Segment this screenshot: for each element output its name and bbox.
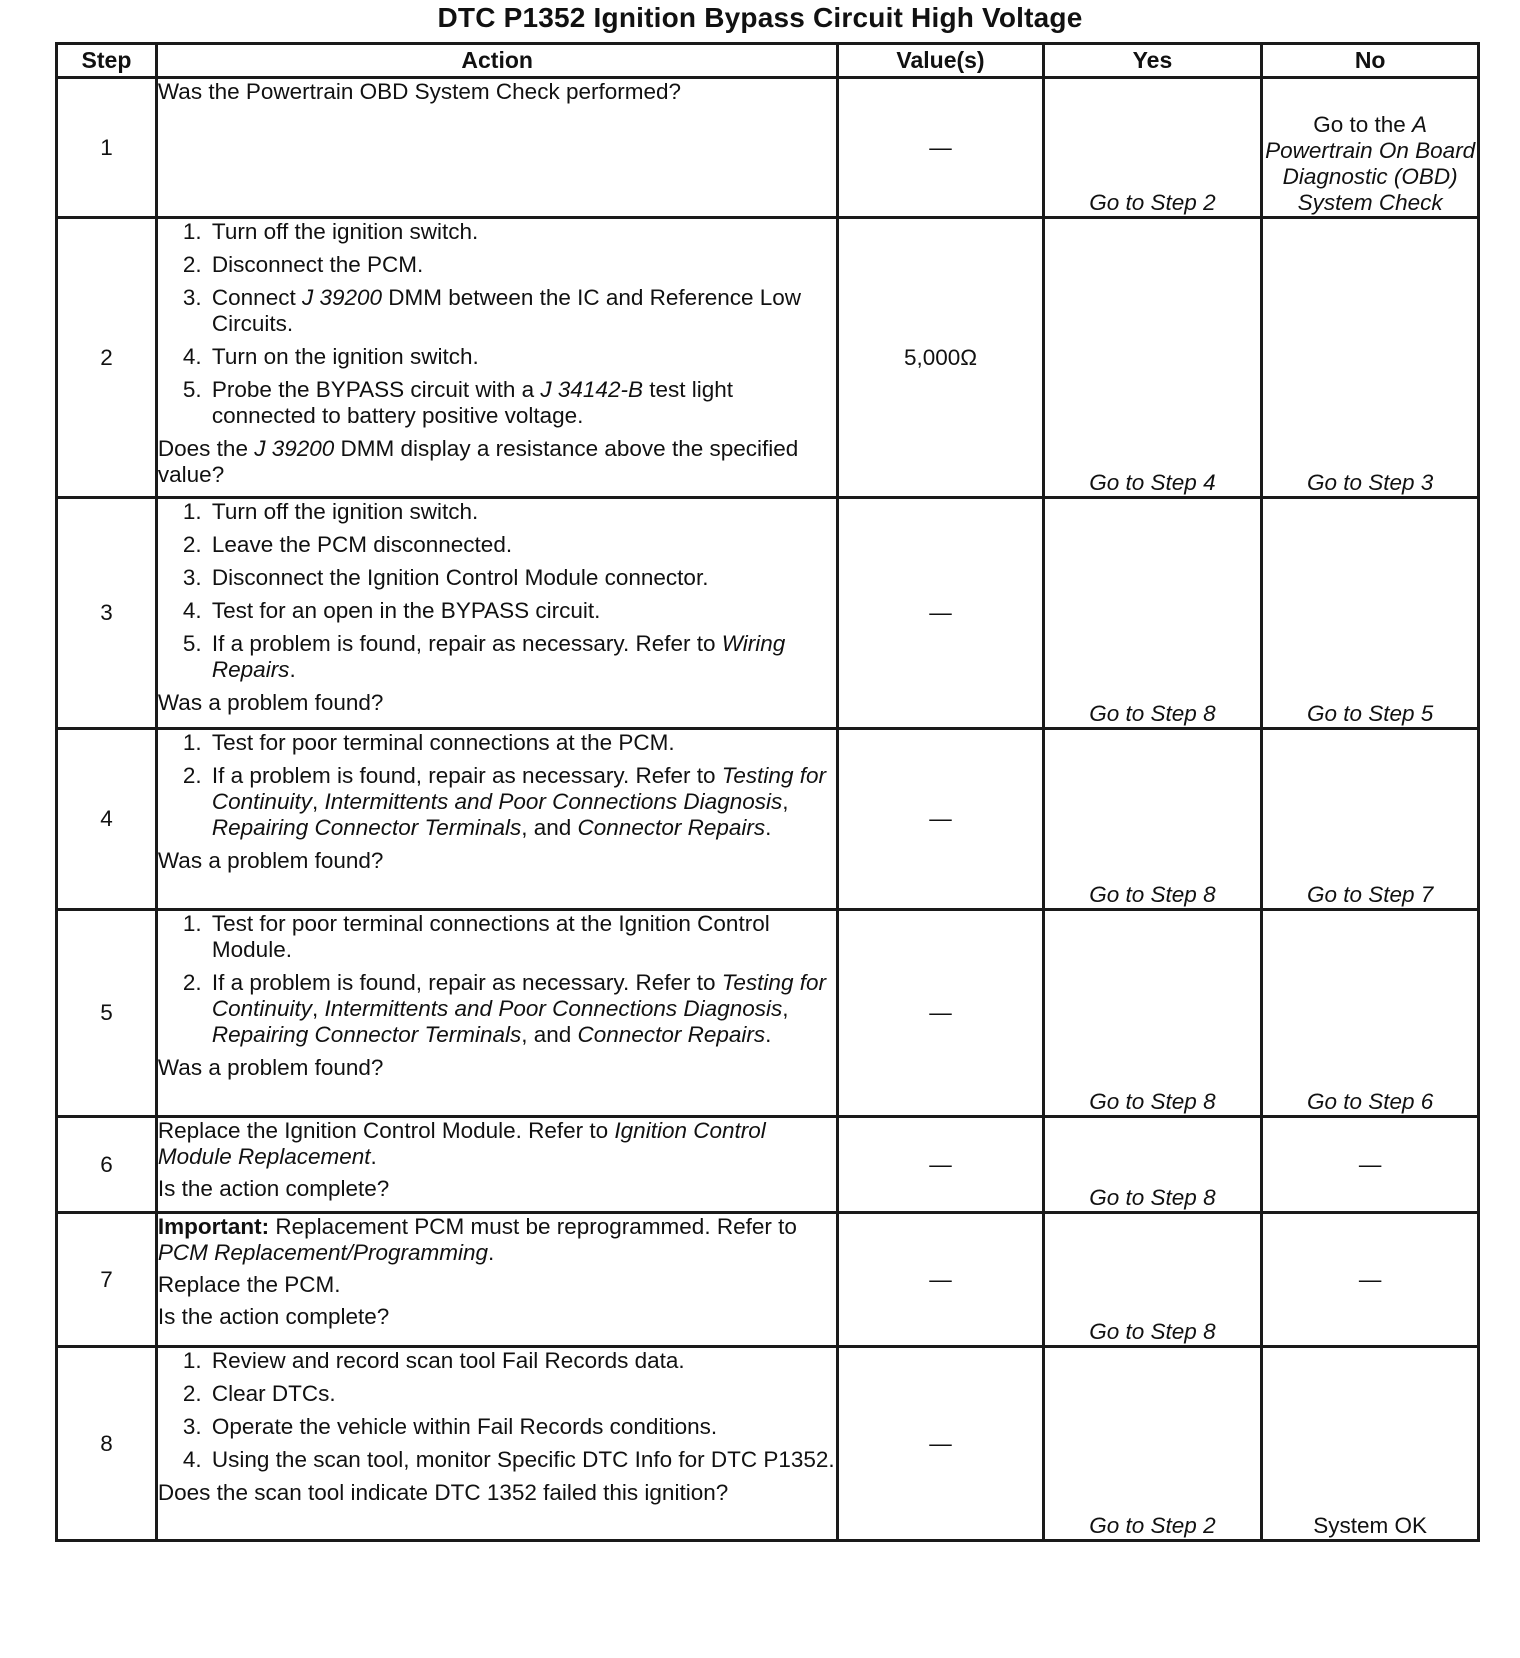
- value-cell: 5,000Ω: [838, 218, 1043, 498]
- table-row: [57, 1117, 1479, 1213]
- header-no: No: [1262, 44, 1479, 78]
- yes-cell: Go to Step 8: [1043, 498, 1262, 729]
- yes-cell: Go to Step 8: [1043, 729, 1262, 910]
- no-reference: A Powertrain On Board Diagnostic (OBD) System Check: [1265, 112, 1476, 215]
- yes-cell: Go to Step 4: [1043, 218, 1262, 498]
- value-cell: —: [838, 1117, 1043, 1213]
- action-steps: [158, 499, 837, 683]
- action-cell: [156, 78, 838, 218]
- action-step: 2. Disconnect the PCM.: [208, 252, 837, 278]
- action-question: Does the J 39200 DMM display a resistance above the specified value?: [157, 436, 799, 487]
- action-step: 4. Using the scan tool, monitor Specific DTC Info for DTC P1352.: [208, 1447, 837, 1473]
- action-step: 1. Review and record scan tool Fail Records data.: [208, 1348, 837, 1374]
- action-step: 5. Probe the BYPASS circuit with a J 34142-B test light connected to battery positive voltage.: [208, 377, 837, 429]
- value-cell: —: [838, 1213, 1043, 1347]
- action-steps: [158, 219, 837, 429]
- action-cell: [156, 1117, 838, 1213]
- no-cell: Go to Step 3: [1262, 218, 1479, 498]
- yes-cell: Go to Step 2: [1043, 78, 1262, 218]
- header-row: [57, 44, 1479, 78]
- table-row: [57, 1347, 1479, 1541]
- header-values: Value(s): [838, 44, 1043, 78]
- no-cell: Go to Step 7: [1262, 729, 1479, 910]
- header-yes: Yes: [1043, 44, 1262, 78]
- action-question: Does the scan tool indicate DTC 1352 failed this ignition?: [157, 1480, 729, 1505]
- action-cell: [156, 1213, 838, 1347]
- value-cell: —: [838, 1347, 1043, 1541]
- action-step: 4. Test for an open in the BYPASS circuit.: [208, 598, 837, 624]
- action-question: Is the action complete?: [157, 1304, 390, 1329]
- step-number: 8: [57, 1347, 157, 1541]
- action-question: Was the Powertrain OBD System Check performed?: [157, 79, 682, 104]
- step-number: 7: [57, 1213, 157, 1347]
- step-number: 4: [57, 729, 157, 910]
- yes-cell: Go to Step 8: [1043, 1213, 1262, 1347]
- header-action: Action: [156, 44, 838, 78]
- action-step: 2. Leave the PCM disconnected.: [208, 532, 837, 558]
- no-cell: —: [1262, 1117, 1479, 1213]
- action-step: 3. Connect J 39200 DMM between the IC and Reference Low Circuits.: [208, 285, 837, 337]
- table-row: [57, 218, 1479, 498]
- step-number: 5: [57, 910, 157, 1117]
- action-text: Replace the Ignition Control Module. Refer to Ignition Control Module Replacement.: [157, 1118, 766, 1169]
- action-cell: [156, 498, 838, 729]
- no-cell: —: [1262, 1213, 1479, 1347]
- no-prefix: Go to the: [1313, 112, 1413, 137]
- action-step: 1. Test for poor terminal connections at the PCM.: [208, 730, 837, 756]
- action-steps: [158, 730, 837, 841]
- action-step: 1. Turn off the ignition switch.: [208, 499, 837, 525]
- action-step: 3. Operate the vehicle within Fail Records conditions.: [208, 1414, 837, 1440]
- table-row: [57, 498, 1479, 729]
- action-cell: [156, 729, 838, 910]
- table-row: [57, 910, 1479, 1117]
- action-steps: [158, 1348, 837, 1473]
- page-title: DTC P1352 Ignition Bypass Circuit High Voltage: [437, 2, 1083, 33]
- no-cell: [1262, 78, 1479, 218]
- diagnostic-table: [55, 42, 1480, 1542]
- value-cell: —: [838, 910, 1043, 1117]
- value-cell: —: [838, 498, 1043, 729]
- no-cell: System OK: [1262, 1347, 1479, 1541]
- table-row: [57, 729, 1479, 910]
- no-cell: Go to Step 6: [1262, 910, 1479, 1117]
- yes-cell: Go to Step 8: [1043, 910, 1262, 1117]
- action-step: 5. If a problem is found, repair as necessary. Refer to Wiring Repairs.: [208, 631, 837, 683]
- action-steps: [158, 911, 837, 1048]
- action-question: Is the action complete?: [157, 1176, 390, 1201]
- step-number: 6: [57, 1117, 157, 1213]
- value-cell: —: [838, 729, 1043, 910]
- step-number: 3: [57, 498, 157, 729]
- yes-cell: Go to Step 2: [1043, 1347, 1262, 1541]
- action-cell: [156, 218, 838, 498]
- action-step: 2. Clear DTCs.: [208, 1381, 837, 1407]
- important-note: Important: Replacement PCM must be reprogrammed. Refer to PCM Replacement/Programming.: [157, 1214, 797, 1265]
- value-cell: —: [838, 78, 1043, 218]
- action-question: Was a problem found?: [157, 848, 384, 873]
- action-step: 3. Disconnect the Ignition Control Module connector.: [208, 565, 837, 591]
- header-step: Step: [57, 44, 157, 78]
- action-step: 4. Turn on the ignition switch.: [208, 344, 837, 370]
- action-cell: [156, 1347, 838, 1541]
- action-question: Was a problem found?: [157, 690, 384, 715]
- step-number: 1: [57, 78, 157, 218]
- table-row: [57, 78, 1479, 218]
- table-row: [57, 1213, 1479, 1347]
- action-step: 1. Test for poor terminal connections at the Ignition Control Module.: [208, 911, 837, 963]
- action-question: Was a problem found?: [157, 1055, 384, 1080]
- step-number: 2: [57, 218, 157, 498]
- yes-cell: Go to Step 8: [1043, 1117, 1262, 1213]
- action-step: 2. If a problem is found, repair as necessary. Refer to Testing for Continuity, Intermittents and Poor Connections Diagnosis, Repairing Connector Terminals, and Connector Repairs.: [208, 970, 837, 1048]
- action-step: 2. If a problem is found, repair as necessary. Refer to Testing for Continuity, Intermittents and Poor Connections Diagnosis, Repairing Connector Terminals, and Connector Repairs.: [208, 763, 837, 841]
- action-cell: [156, 910, 838, 1117]
- action-text: Replace the PCM.: [157, 1272, 341, 1297]
- action-step: 1. Turn off the ignition switch.: [208, 219, 837, 245]
- no-cell: Go to Step 5: [1262, 498, 1479, 729]
